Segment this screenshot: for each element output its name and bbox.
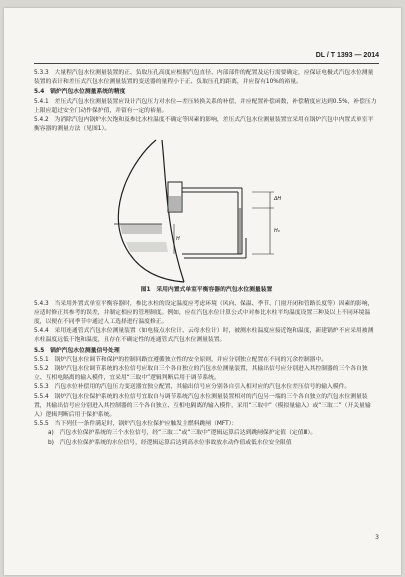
figure-1 (34, 138, 379, 284)
list-item-b: b) 汽包水位保护系统的水位信号，经逻辑运算后达到高水位事故放水动作值或低水位安全限值 (48, 439, 292, 446)
clause-5-4-1: 5.4.1 差压式汽包水位测量装置应设计汽包压力对水位—差压转换关系的补偿，并应配置补偿函数，补偿精度应达到0.5%，补偿压力上限应超过安全门动作保护值，并留有一定的裕量。 (34, 98, 377, 114)
clause-5-5-5: 5.5.5 当下列任一条件满足时，锅炉汽包水位保护应触发主燃料跳闸（MFT）： (34, 421, 238, 428)
clause-5-5-2: 5.5.2 锅炉汽包水位调节系统的水位信号应取自三个各自独立的汽包水位测量装置，其输出信号应分别进入其控制器的三个各自独立、互相电隔离的输入模件，宜采用“三取中”逻辑判断后用于调节系统。 (34, 366, 368, 382)
clause-5-5-4: 5.5.4 锅炉汽包水位保护系统的水位信号宜取自与调节系统汽包水位测量装置相对的汽包另一端的三个各自独立的汽包水位测量装置，其输出信号应分别进入其控制器的三个各自独立、互相电隔离的输入模件，采用“三取中”（模拟量输入）或“三取二”（开关量输入）逻辑判断后用于保护系统。 (34, 393, 371, 419)
clause-5-5-1: 5.5.1 锅炉汽包水位调节和保护的控制回路宜遵循独立性的安全原则，并应分别独立配置在不同的冗余控制器中。 (34, 356, 328, 363)
drum-water-region (120, 224, 162, 234)
figure-caption: 图1 采用内置式单室平衡容器的汽包水位测量装置 (140, 287, 273, 294)
label-h0: H₀ (274, 228, 280, 235)
label-delta-h: ΔH (274, 196, 282, 203)
page-content (34, 69, 379, 448)
drum-level-diagram (34, 138, 379, 284)
clause-5-4-3: 5.4.3 当采用外置式单室平衡容器时，参比水柱的设定温度应考虑环境（风向、保温、季节、门窗开闭和管路长度等）因素的影响，应适时修正其参考的误差，并制定相应的管理制度。例如，应在汽包水位计算公式中对参比水柱平均温度设置三种及以上不同环境温度，以便在不同季节中通过人工选择进行温度修正。 (34, 300, 374, 326)
clause-5-4-2: 5.4.2 为消除汽包内锅炉水欠饱和及参比水柱温度不确定等因素的影响，差压式汽包水位测量装置宜采用在锅炉汽包中内置式单室平衡容器的测量方法（见图1）。 (34, 117, 374, 133)
section-heading-5-4: 5.4 锅炉汽包水位测量系统的精度 (34, 89, 126, 96)
standard-number: DL / T 1393 — 2014 (315, 52, 379, 59)
clause-5-4-4: 5.4.4 采用连通管式汽包水位测量装置（如电接点水位计、云母水位计）时，被测水柱温度应接近饱和温度，新建锅炉不应采用被测水柱温度远低于饱和温度，且存在不确定性的连通管式汽包水位测量装置。 (34, 328, 374, 344)
reference-column (238, 208, 242, 254)
page-number: 3 (375, 534, 379, 541)
clause-5-3-3: 5.3.3 大量程汽包水位测量装置的正、负取压孔高度应根据汽包直径、内部部件的配置及运行需要确定，应保证电极式汽包水位测量装置的表计和差压式汽包水位测量装置的变送器的量程小于正、负取压孔的距离，并应留有10%的裕量。 (34, 70, 374, 86)
list-item-a: a) 汽包水位保护系统的三个水位信号，经“三取二”或“三取中”逻辑运算后达到跳闸保护定值（定值Ⅲ）。 (48, 430, 317, 437)
section-heading-5-5: 5.5 锅炉汽包水位测量信号处理 (34, 347, 120, 354)
condition-list (34, 429, 379, 447)
header-rule (34, 63, 379, 64)
clause-5-5-3: 5.5.3 汽包水位补偿用的汽包压力变送器宜独立配置，其输出信号应分别各自引入相对应的汽包水位差压信号的输入模件。 (34, 384, 351, 391)
document-page (4, 8, 401, 575)
drum-water-lower (126, 242, 168, 252)
label-h: H (176, 236, 180, 243)
chamber-water (168, 196, 182, 212)
